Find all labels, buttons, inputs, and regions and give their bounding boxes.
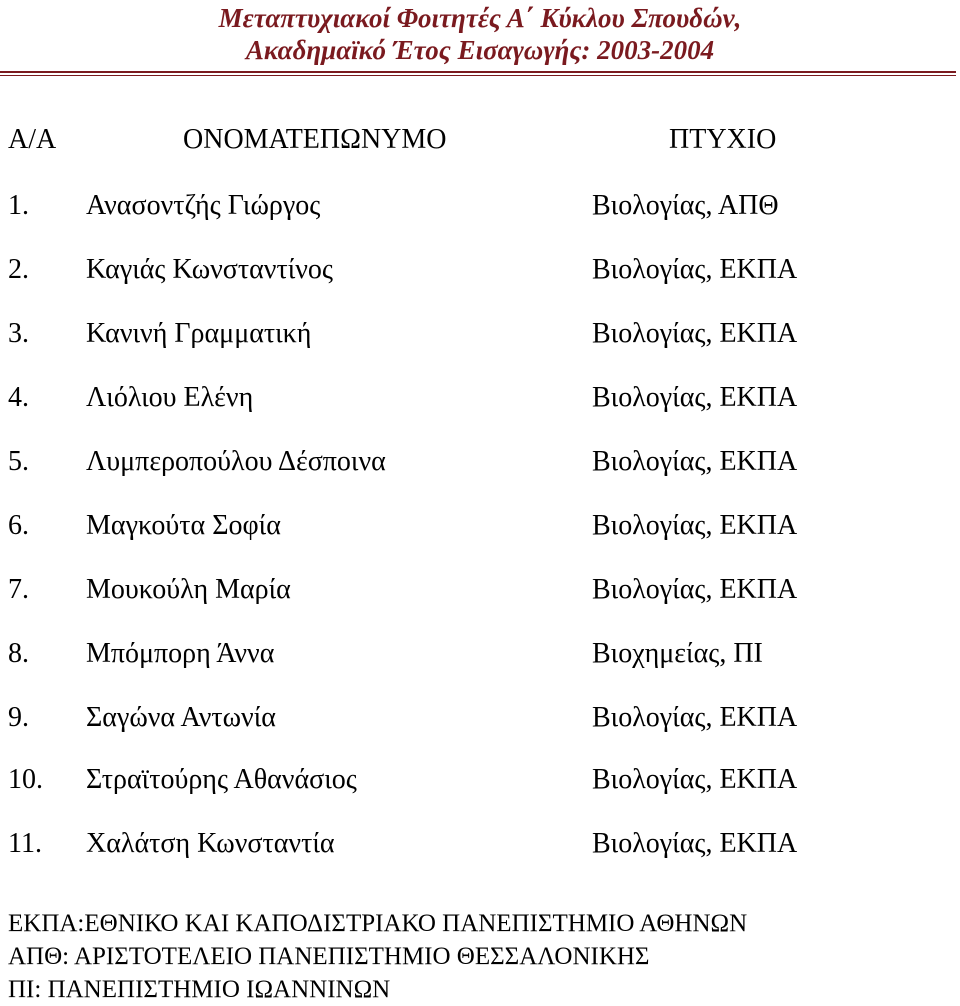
student-name: Λυμπεροπούλου Δέσποινα [86, 446, 386, 477]
student-degree: Βιολογίας, ΕΚΠΑ [592, 382, 798, 413]
student-name: Κανινή Γραμματική [86, 318, 312, 349]
row-number: 9. [8, 702, 29, 733]
row-number: 2. [8, 254, 29, 285]
student-degree: Βιολογίας, ΕΚΠΑ [592, 828, 798, 859]
student-name: Μαγκούτα Σοφία [86, 510, 281, 541]
title-divider-thin [0, 75, 956, 76]
row-number: 5. [8, 446, 29, 477]
title-divider-thick [0, 71, 956, 73]
student-name: Λιόλιου Ελένη [86, 382, 254, 413]
row-number: 3. [8, 318, 29, 349]
student-name: Στραϊτούρης Αθανάσιος [86, 764, 357, 795]
student-degree: Βιολογίας, ΕΚΠΑ [592, 764, 798, 795]
row-number: 10. [8, 764, 43, 795]
page-title-line-1: Μεταπτυχιακοί Φοιτητές Α΄ Κύκλου Σπουδών, [218, 3, 742, 33]
row-number: 11. [8, 828, 42, 859]
student-name: Ανασοντζής Γιώργος [86, 190, 321, 221]
student-name: Χαλάτση Κωνσταντία [86, 828, 335, 859]
student-name: Καγιάς Κωνσταντίνος [86, 254, 333, 285]
header-number: Α/Α [8, 124, 57, 155]
student-degree: Βιολογίας, ΕΚΠΑ [592, 318, 798, 349]
student-degree: Βιολογίας, ΕΚΠΑ [592, 702, 798, 733]
abbreviation-ekpa: ΕΚΠΑ:ΕΘΝΙΚΟ ΚΑΙ ΚΑΠΟΔΙΣΤΡΙΑΚΟ ΠΑΝΕΠΙΣΤΗΜΙΟ ΑΘΗΝΩΝ [8, 910, 748, 937]
student-degree: Βιολογίας, ΕΚΠΑ [592, 510, 798, 541]
row-number: 8. [8, 638, 29, 669]
student-name: Σαγώνα Αντωνία [86, 702, 276, 733]
abbreviation-apth: ΑΠΘ: ΑΡΙΣΤΟΤΕΛΕΙΟ ΠΑΝΕΠΙΣΤΗΜΙΟ ΘΕΣΣΑΛΟΝΙΚΗΣ [8, 943, 650, 970]
row-number: 4. [8, 382, 29, 413]
header-name: ΟΝΟΜΑΤΕΠΩΝΥΜΟ [183, 124, 447, 155]
student-degree: Βιολογίας, ΕΚΠΑ [592, 446, 798, 477]
student-name: Μουκούλη Μαρία [86, 574, 291, 605]
page-title-line-2: Ακαδημαϊκό Έτος Εισαγωγής: 2003-2004 [245, 35, 715, 65]
row-number: 1. [8, 190, 29, 221]
student-name: Μπόμπορη Άννα [86, 638, 275, 669]
abbreviation-pi: ΠΙ: ΠΑΝΕΠΙΣΤΗΜΙΟ ΙΩΑΝΝΙΝΩΝ [8, 976, 391, 1003]
student-degree: Βιολογίας, ΑΠΘ [592, 190, 779, 221]
header-degree: ΠΤΥΧΙΟ [669, 124, 777, 155]
student-degree: Βιολογίας, ΕΚΠΑ [592, 574, 798, 605]
row-number: 7. [8, 574, 29, 605]
student-degree: Βιολογίας, ΕΚΠΑ [592, 254, 798, 285]
student-degree: Βιοχημείας, ΠΙ [592, 638, 763, 669]
row-number: 6. [8, 510, 29, 541]
